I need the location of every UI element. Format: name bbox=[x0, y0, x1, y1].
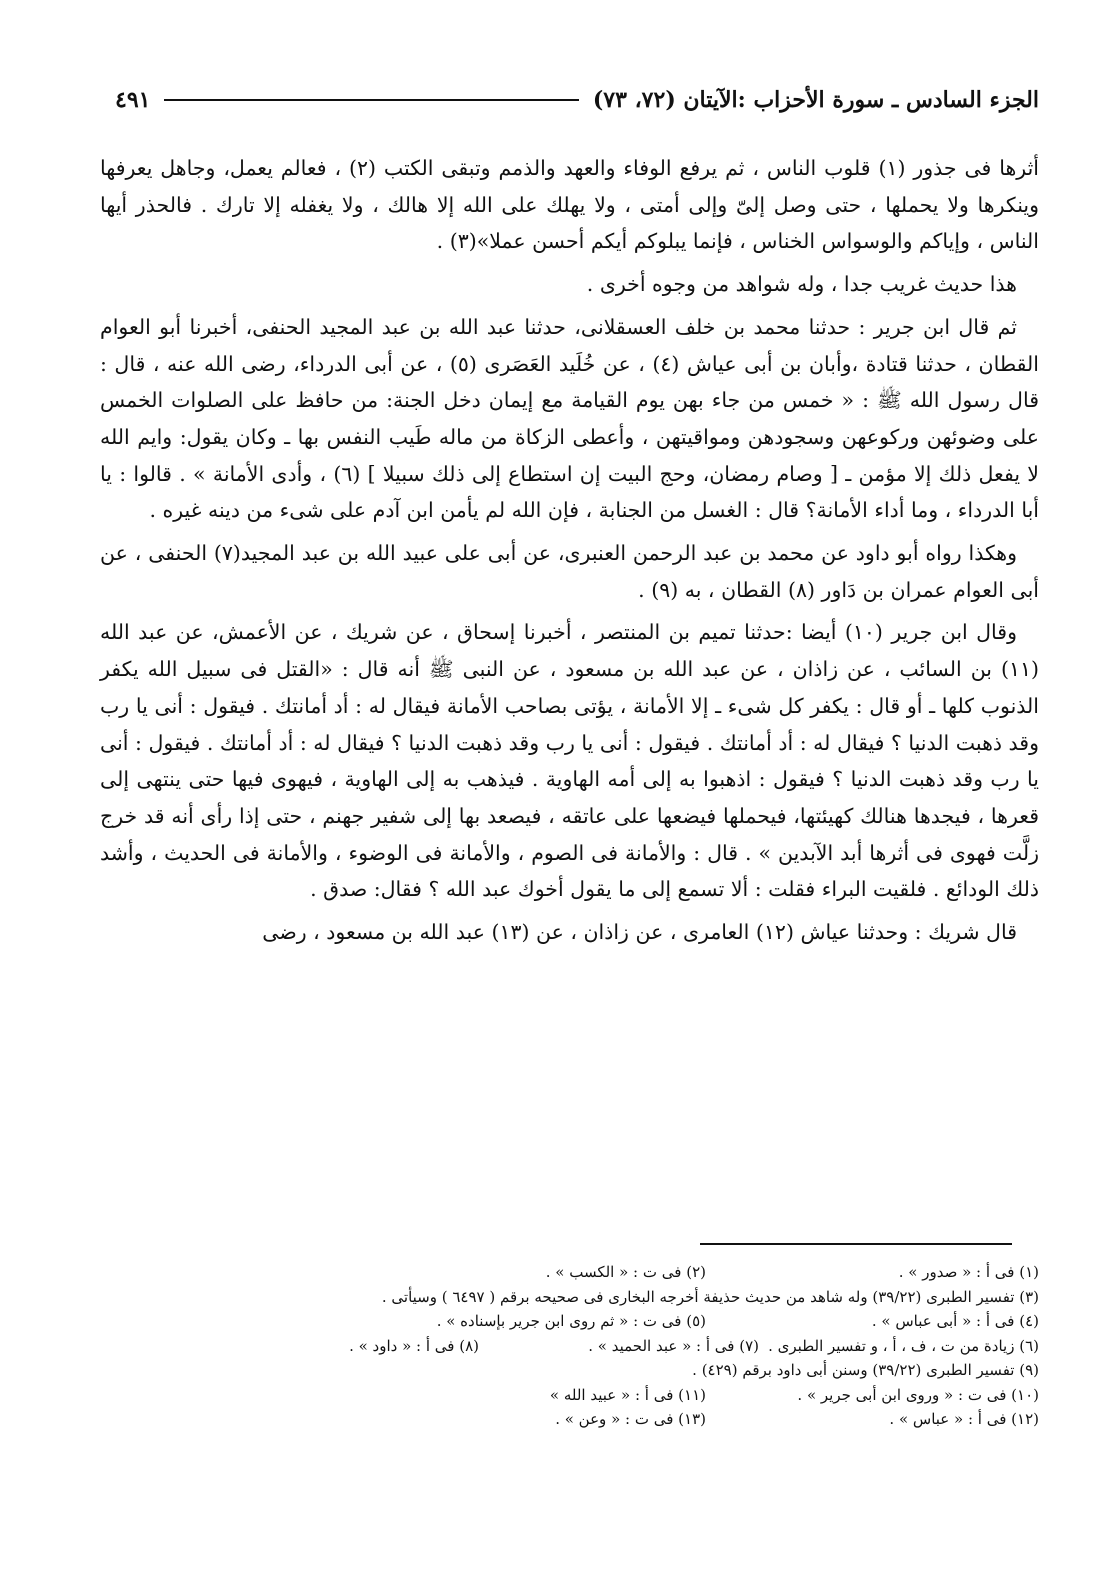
running-header bbox=[115, 80, 1039, 120]
footnote: (٤) فى أ : « أبى عباس » . bbox=[871, 1312, 1039, 1330]
footnote-row bbox=[100, 1383, 1039, 1408]
footnote: (٩) تفسير الطبرى (٣٩/٢٢) وسنن أبى داود برقم (٤٢٩) . bbox=[692, 1361, 1039, 1379]
footnote-row bbox=[100, 1334, 1039, 1359]
footnote: (٧) فى أ : « عبد الحميد » . bbox=[588, 1336, 759, 1355]
main-text bbox=[100, 150, 1039, 957]
footnote-separator bbox=[700, 1243, 1012, 1245]
footnote: (٨) فى أ : « داود » . bbox=[349, 1336, 479, 1355]
header-rule bbox=[164, 99, 578, 101]
paragraph: وهكذا رواه أبو داود عن محمد بن عبد الرحمن العنبرى، عن أبى على عبيد الله بن عبد المجيد(٧) الحنفى ، عن أبى العوام عمران بن دَاور (٨) القطان ، به (٩) . bbox=[100, 541, 1039, 602]
page-number: ٤٩١ bbox=[115, 87, 151, 113]
footnote: (٦) زيادة من ت ، ف ، أ ، و تفسير الطبرى . bbox=[768, 1336, 1039, 1355]
footnote-row bbox=[100, 1260, 1039, 1285]
footnote: (١١) فى أ : « عبيد الله » bbox=[549, 1385, 706, 1404]
header-title: الجزء السادس ـ سورة الأحزاب :الآيتان (٧٢، ٧٣) bbox=[592, 87, 1039, 113]
footnote: (٢) فى ت : « الكسب » . bbox=[545, 1263, 706, 1281]
footnote: (٥) فى ت : « ثم روى ابن جرير بإسناده » . bbox=[436, 1312, 706, 1330]
footnote: (١٠) فى ت : « وروى ابن أبى جرير » . bbox=[797, 1385, 1039, 1404]
footnote-row bbox=[100, 1285, 1039, 1310]
paragraph: قال شريك : وحدثنا عياش (١٢) العامرى ، عن زاذان ، عن (١٣) عبد الله بن مسعود ، رضى bbox=[262, 920, 1017, 945]
paragraph: وقال ابن جرير (١٠) أيضا :حدثنا تميم بن المنتصر ، أخبرنا إسحاق ، عن شريك ، عن الأعمش، عن عبد الله (١١) بن السائب ، عن زاذان ، عن عبد الله بن مسعود ، عن النبى ﷺ أنه قال : «القتل فى سبيل الله يكفر الذنوب كلها ـ أو قال : يكفر كل شىء ـ إلا الأمانة ، يؤتى بصاحب الأمانة فيقال له : أد أمانتك . فيقول : أنى يا رب وقد ذهبت الدنيا ؟ فيقال له : أد أمانتك . فيقول : أنى يا رب وقد ذهبت الدنيا ؟ فيقال له : أد أمانتك . فيقول : أنى يا رب وقد ذهبت الدنيا ؟ فيقول : اذهبوا به إلى أمه الهاوية . فيذهب به إلى الهاوية ، فيهوى فيها حتى ينتهى إلى قعرها ، فيجدها هنالك كهيئتها، فيحملها فيضعها على عاتقه ، فيصعد بها إلى شفير جهنم ، حتى إذا رأى أنه قد خرج زلَّت فهوى فى أثرها أبد الآبدين » . قال : والأمانة فى الصوم ، والأمانة فى الوضوء ، والأمانة فى الحديث ، وأشد ذلك الودائع . فلقيت البراء فقلت : ألا تسمع إلى ما يقول أخوك عبد الله ؟ فقال: صدق . bbox=[100, 620, 1039, 902]
footnote: (١) فى أ : « صدور » . bbox=[898, 1263, 1039, 1281]
footnote-row bbox=[100, 1407, 1039, 1432]
paragraph: ثم قال ابن جرير : حدثنا محمد بن خلف العسقلانى، حدثنا عبد الله بن عبد المجيد الحنفى، أخبرنا أبو العوام القطان ، حدثنا قتادة ،وأبان بن أبى عياش (٤) ، عن خُلَيد العَصَرى (٥) ، عن أبى الدرداء، رضى الله عنه ، قال : قال رسول الله ﷺ : « خمس من جاء بهن يوم القيامة مع إيمان دخل الجنة: من حافظ على الصلوات الخمس على وضوئهن وركوعهن وسجودهن ومواقيتهن ، وأعطى الزكاة من ماله طَيب النفس بها ـ وكان يقول: وايم الله لا يفعل ذلك إلا مؤمن ـ [ وصام رمضان، وحج البيت إن استطاع إلى ذلك سبيلا ] (٦) ، وأدى الأمانة » . قالوا : يا أبا الدرداء ، وما أداء الأمانة؟ قال : الغسل من الجنابة ، فإن الله لم يأمن ابن آدم على شىء من دينه غيره . bbox=[100, 314, 1039, 523]
footnotes bbox=[100, 1260, 1039, 1432]
paragraph: هذا حديث غريب جدا ، وله شواهد من وجوه أخرى . bbox=[586, 272, 1017, 297]
footnote: (١٢) فى أ : « عباس » . bbox=[889, 1410, 1039, 1428]
footnote-row bbox=[100, 1358, 1039, 1383]
footnote: (٣) تفسير الطبرى (٣٩/٢٢) وله شاهد من حديث حذيفة أخرجه البخارى فى صحيحه برقم ( ٦٤٩٧ ) وسيأتى . bbox=[381, 1287, 1039, 1306]
paragraph: أثرها فى جذور (١) قلوب الناس ، ثم يرفع الوفاء والعهد والذمم وتبقى الكتب (٢) ، فعالم يعمل، وجاهل يعرفها وينكرها ولا يحملها ، حتى وصل إلىّ وإلى أمتى ، ولا يهلك على الله إلا هالك ، ولا يغفله إلا تارك . فالحذر أيها الناس ، وإياكم والوسواس الخناس ، فإنما يبلوكم أيكم أحسن عملا»(٣) . bbox=[100, 156, 1039, 254]
footnote-row bbox=[100, 1309, 1039, 1334]
footnote: (١٣) فى ت : « وعن » . bbox=[555, 1410, 706, 1428]
